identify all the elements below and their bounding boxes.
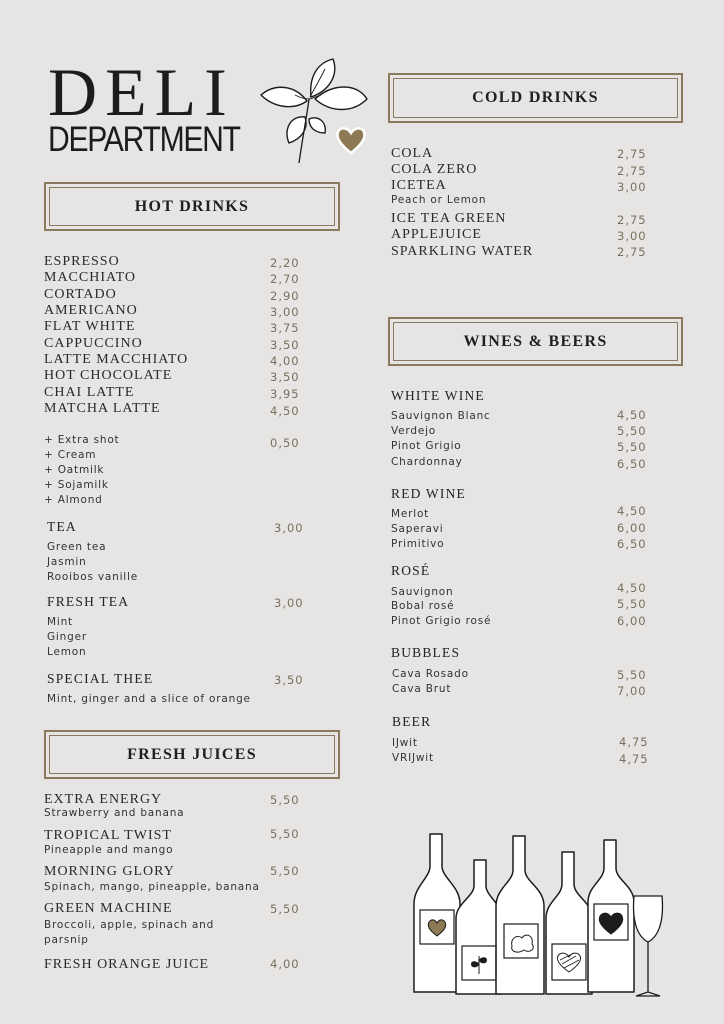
hot-drink-price: 3,50: [270, 370, 300, 384]
milk-extra-option: + Almond: [44, 494, 103, 506]
hot-drink-price: 2,90: [270, 289, 300, 303]
hot-drink-price: 3,50: [270, 338, 300, 352]
wine-price: 6,50: [617, 457, 647, 471]
cold-drink-name: SPARKLING WATER: [391, 244, 534, 259]
wine-price: 6,00: [617, 614, 647, 628]
wine-name: Cava Brut: [392, 683, 452, 695]
wine-name: Bobal rosé: [391, 600, 455, 612]
wine-price: 4,50: [617, 504, 647, 518]
wine-price: 7,00: [617, 684, 647, 698]
hot-drink-price: 3,75: [270, 321, 300, 335]
tea-price: 3,00: [274, 521, 304, 535]
wine-price: 6,50: [617, 537, 647, 551]
juice-price: 5,50: [270, 827, 300, 841]
wine-price: 5,50: [617, 597, 647, 611]
extras-price: 0,50: [270, 436, 300, 450]
milk-extra-option: + Oatmilk: [44, 464, 105, 476]
hot-drink-name: MATCHA LATTE: [44, 401, 161, 416]
wine-name: Pinot Grigio rosé: [391, 615, 492, 627]
hot-drink-name: AMERICANO: [44, 303, 138, 318]
fresh-juices-title: FRESH JUICES: [127, 745, 257, 763]
milk-extra-option: + Sojamilk: [44, 479, 109, 491]
wines-beers-header: [388, 317, 683, 366]
wine-price: 6,00: [617, 521, 647, 535]
wine-name: Chardonnay: [391, 456, 463, 468]
juice-description: parsnip: [44, 934, 89, 946]
hot-drink-name: MACCHIATO: [44, 270, 136, 285]
cold-drink-name: ICETEA: [391, 178, 447, 193]
special-thee-price: 3,50: [274, 673, 304, 687]
tea-option: Green tea: [47, 541, 107, 553]
hot-drinks-title: HOT DRINKS: [134, 197, 250, 215]
hot-drinks-header: [44, 182, 340, 231]
special-thee-description: Mint, ginger and a slice of orange: [47, 693, 251, 705]
wine-price: 4,50: [617, 408, 647, 422]
cold-drink-price: 3,00: [617, 180, 647, 194]
red-wine-category: RED WINE: [391, 486, 466, 501]
rose-category: ROSÉ: [391, 563, 431, 578]
wine-name: Sauvignon: [391, 586, 454, 598]
hot-drink-name: FLAT WHITE: [44, 319, 136, 334]
juice-description: Strawberry and banana: [44, 807, 185, 819]
fresh-tea-option: Lemon: [47, 646, 87, 658]
hot-drink-price: 3,00: [270, 305, 300, 319]
hot-drink-price: 2,70: [270, 272, 300, 286]
wine-name: Primitivo: [391, 538, 445, 550]
cold-drink-description: Peach or Lemon: [391, 194, 487, 206]
wine-name: Pinot Grigio: [391, 440, 462, 452]
wine-name: Verdejo: [391, 425, 437, 437]
tea-name: TEA: [47, 519, 77, 534]
cold-drink-price: 2,75: [617, 147, 647, 161]
hot-drink-name: CORTADO: [44, 287, 117, 302]
cold-drinks-title: COLD DRINKS: [472, 89, 599, 106]
fresh-juices-header: [44, 730, 340, 779]
hot-drink-name: CHAI LATTE: [44, 385, 135, 400]
wine-name: Merlot: [391, 508, 430, 520]
fresh-tea-price: 3,00: [274, 596, 304, 610]
hot-drink-name: LATTE MACCHIATO: [44, 352, 189, 367]
cold-drink-name: COLA: [391, 146, 434, 161]
cold-drink-price: 2,75: [617, 164, 647, 178]
juice-price: 5,50: [270, 864, 300, 878]
cold-drink-name: COLA ZERO: [391, 162, 478, 177]
wine-price: 5,50: [617, 668, 647, 682]
cold-drinks-header: [388, 73, 683, 123]
hot-drink-name: HOT CHOCOLATE: [44, 368, 173, 383]
milk-extra-option: + Extra shot: [44, 434, 120, 446]
special-thee-name: SPECIAL THEE: [47, 671, 154, 686]
juice-name: FRESH ORANGE JUICE: [44, 957, 210, 972]
hot-drink-price: 2,20: [270, 256, 300, 270]
white-wine-category: WHITE WINE: [391, 388, 485, 403]
cold-drink-price: 2,75: [617, 245, 647, 259]
hot-drink-price: 3,95: [270, 387, 300, 401]
tea-option: Jasmin: [47, 556, 87, 568]
milk-extra-option: + Cream: [44, 449, 97, 461]
beer-price: 4,75: [619, 735, 649, 749]
cold-drink-name: ICE TEA GREEN: [391, 211, 507, 226]
juice-price: 5,50: [270, 902, 300, 916]
logo-department: DEPARTMENT: [48, 120, 240, 159]
beer-name: IJwit: [392, 737, 418, 749]
fresh-tea-option: Ginger: [47, 631, 87, 643]
juice-description: Broccoli, apple, spinach and: [44, 919, 215, 931]
wines-beers-title: WINES & BEERS: [463, 332, 608, 350]
bubbles-category: BUBBLES: [391, 645, 461, 660]
cold-drink-name: APPLEJUICE: [391, 227, 482, 242]
wine-name: Sauvignon Blanc: [391, 410, 491, 422]
juice-price: 4,00: [270, 957, 300, 971]
hot-drink-price: 4,00: [270, 354, 300, 368]
juice-name: TROPICAL TWIST: [44, 828, 172, 843]
logo-deli: DELI: [48, 54, 235, 130]
wine-name: Saperavi: [391, 523, 444, 535]
fresh-tea-name: FRESH TEA: [47, 594, 130, 609]
wine-price: 5,50: [617, 424, 647, 438]
wine-bottles-illustration: [402, 826, 680, 1002]
wine-name: Cava Rosado: [392, 668, 469, 680]
beer-price: 4,75: [619, 752, 649, 766]
juice-name: MORNING GLORY: [44, 864, 175, 879]
juice-price: 5,50: [270, 793, 300, 807]
cold-drink-price: 2,75: [617, 213, 647, 227]
fresh-tea-option: Mint: [47, 616, 73, 628]
juice-description: Spinach, mango, pineapple, banana: [44, 881, 260, 893]
cold-drink-price: 3,00: [617, 229, 647, 243]
juice-name: EXTRA ENERGY: [44, 792, 163, 807]
wine-price: 4,50: [617, 581, 647, 595]
wine-price: 5,50: [617, 440, 647, 454]
beer-name: VRIJwit: [392, 752, 434, 764]
heart-icon: [334, 124, 368, 156]
hot-drink-name: CAPPUCCINO: [44, 336, 143, 351]
juice-name: GREEN MACHINE: [44, 901, 173, 916]
tea-option: Rooibos vanille: [47, 571, 139, 583]
hot-drink-price: 4,50: [270, 404, 300, 418]
hot-drink-name: ESPRESSO: [44, 254, 120, 269]
beer-category: BEER: [392, 714, 432, 729]
juice-description: Pineapple and mango: [44, 844, 174, 856]
